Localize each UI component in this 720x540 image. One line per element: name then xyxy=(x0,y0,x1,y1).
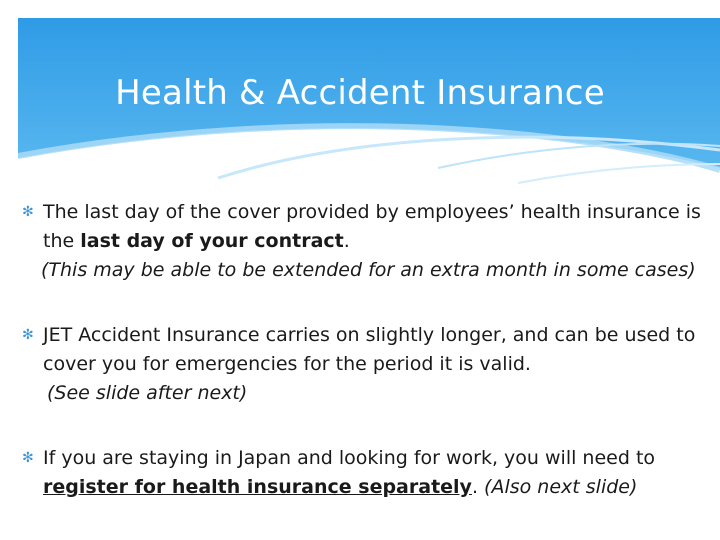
bullet-note: (See slide after next) xyxy=(47,382,248,404)
bullet-text-mid: . xyxy=(471,476,485,498)
bullet-item xyxy=(22,198,712,285)
asterisk-bullet-icon: ✻ xyxy=(22,204,34,220)
bullet-text: If you are staying in Japan and looking for work, you will need to xyxy=(43,447,656,469)
bullet-bold-text: last day of your contract xyxy=(80,230,344,252)
bullet-text: The last day of the cover provided by employees’ health insurance is the xyxy=(43,201,701,252)
asterisk-bullet-icon: ✻ xyxy=(22,327,34,343)
bullet-item xyxy=(22,321,712,408)
bullet-text: JET Accident Insurance carries on slightly longer, and can be used to cover you for emergencies for the period it is valid. xyxy=(43,324,696,375)
bullet-text-end: . xyxy=(343,230,350,252)
bullet-item xyxy=(22,444,712,502)
bullet-note: (This may be able to be extended for an extra month in some cases) xyxy=(41,259,696,281)
asterisk-bullet-icon: ✻ xyxy=(22,450,34,466)
bullet-note: (Also next slide) xyxy=(484,476,638,498)
bullet-bold-underline-text: register for health insurance separately xyxy=(43,476,472,498)
slide-title: Health & Accident Insurance xyxy=(115,73,605,113)
bullet-list xyxy=(22,198,712,502)
title-banner xyxy=(18,18,720,198)
